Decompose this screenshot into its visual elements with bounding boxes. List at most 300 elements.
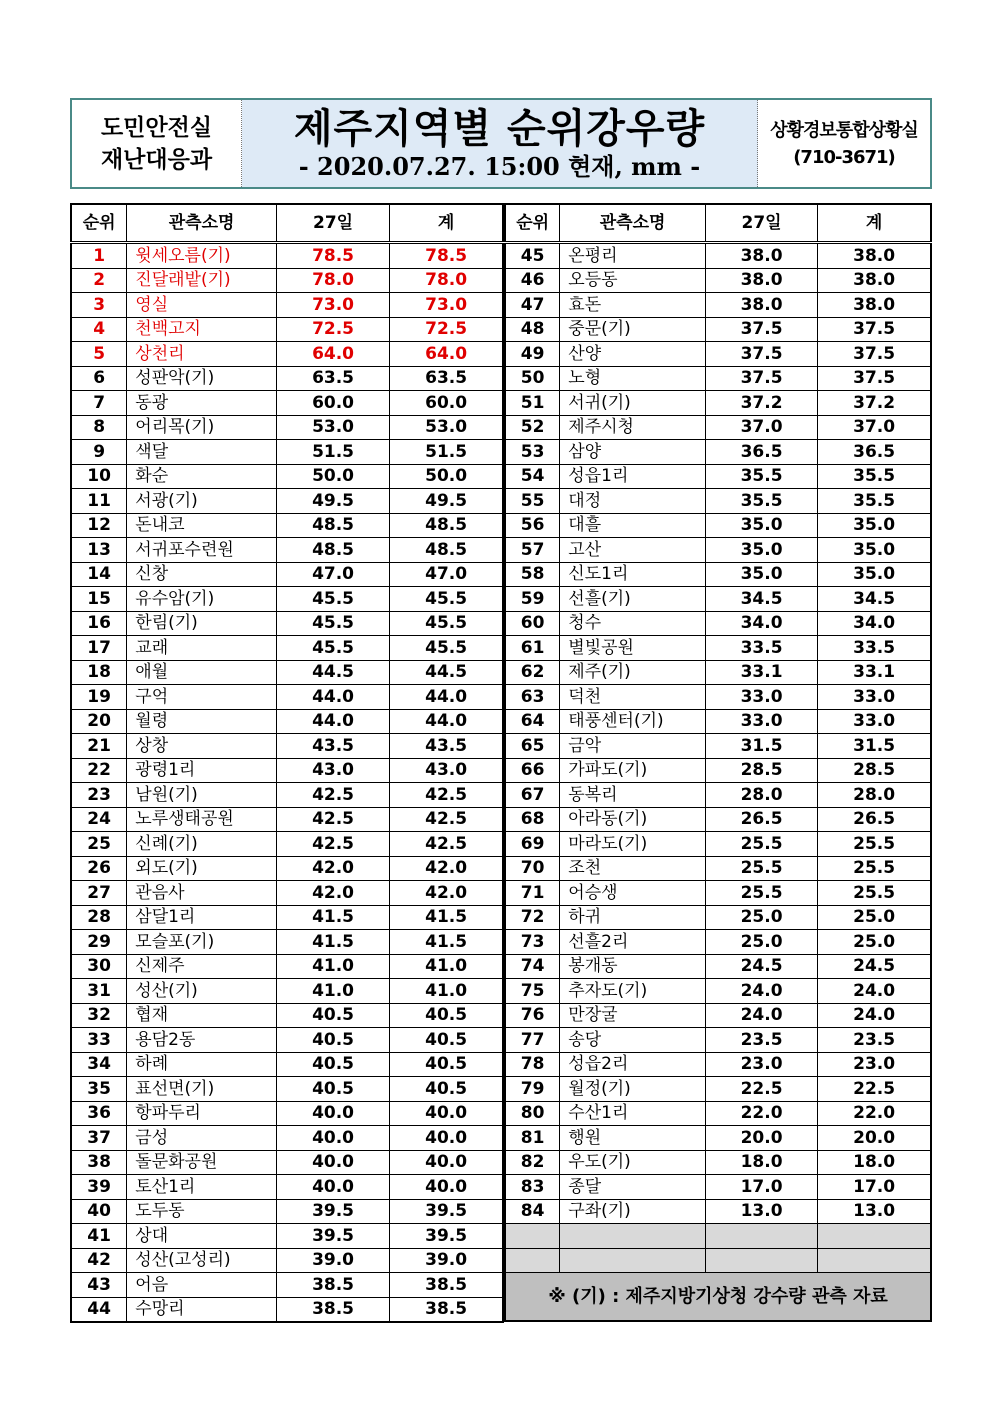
total-value-cell: 38.5 (390, 1273, 503, 1298)
day-value-cell: 17.0 (705, 1175, 817, 1200)
total-value-cell: 37.5 (818, 366, 931, 391)
total-value-cell: 48.5 (390, 538, 503, 563)
station-cell: 대흘 (560, 513, 706, 538)
total-value-cell: 39.0 (390, 1248, 503, 1273)
station-cell: 어리목(기) (127, 415, 277, 440)
table-row (505, 1052, 931, 1077)
table-row (505, 1150, 931, 1175)
day-value-cell: 40.0 (276, 1175, 389, 1200)
day-value-cell: 28.0 (705, 783, 817, 808)
rank-cell: 36 (71, 1101, 127, 1126)
rank-cell: 26 (71, 856, 127, 881)
day-value-cell: 42.5 (276, 807, 389, 832)
total-value-cell: 38.0 (818, 293, 931, 318)
station-cell: 효돈 (560, 293, 706, 318)
contact-box (758, 100, 930, 187)
rank-cell: 7 (71, 391, 127, 416)
table-row (71, 562, 503, 587)
report-timestamp: - 2020.07.27. 15:00 현재, mm - (298, 151, 701, 181)
rank-cell: 23 (71, 783, 127, 808)
day-value-cell: 40.0 (276, 1126, 389, 1151)
station-cell: 상창 (127, 734, 277, 759)
station-cell: 하례 (127, 1052, 277, 1077)
rank-cell: 62 (505, 660, 560, 685)
day-value-cell: 40.5 (276, 1028, 389, 1053)
day-value-cell: 63.5 (276, 366, 389, 391)
total-value-cell: 42.5 (390, 783, 503, 808)
station-cell: 노형 (560, 366, 706, 391)
total-value-cell: 35.5 (818, 489, 931, 514)
table-body-left (71, 243, 503, 1323)
table-row (505, 562, 931, 587)
total-value-cell: 40.5 (390, 1003, 503, 1028)
rank-cell: 25 (71, 832, 127, 857)
total-value-cell: 45.5 (390, 587, 503, 612)
day-value-cell: 38.0 (705, 268, 817, 293)
table-row (71, 1150, 503, 1175)
total-value-cell: 47.0 (390, 562, 503, 587)
rank-cell: 16 (71, 611, 127, 636)
table-row (71, 317, 503, 342)
total-header: 계 (390, 204, 503, 243)
total-value-cell: 42.0 (390, 881, 503, 906)
day-value-cell: 41.0 (276, 954, 389, 979)
table-row (71, 1003, 503, 1028)
table-row (71, 1028, 503, 1053)
blank-row (505, 1224, 931, 1249)
table-row (505, 856, 931, 881)
station-cell: 아라동(기) (560, 807, 706, 832)
table-row (505, 881, 931, 906)
station-cell: 태풍센터(기) (560, 709, 706, 734)
table-row (505, 489, 931, 514)
rainfall-table-left (70, 203, 504, 1323)
table-row (505, 807, 931, 832)
total-value-cell: 39.5 (390, 1224, 503, 1249)
station-cell: 한림(기) (127, 611, 277, 636)
station-cell: 천백고지 (127, 317, 277, 342)
station-header: 관측소명 (127, 204, 277, 243)
station-cell: 송당 (560, 1028, 706, 1053)
rank-cell: 81 (505, 1126, 560, 1151)
table-body-right (505, 243, 931, 1224)
total-value-cell: 44.0 (390, 709, 503, 734)
rank-cell: 41 (71, 1224, 127, 1249)
rank-cell: 14 (71, 562, 127, 587)
station-cell: 종달 (560, 1175, 706, 1200)
day-value-cell: 35.0 (705, 538, 817, 563)
day-value-cell: 45.5 (276, 587, 389, 612)
rank-cell: 64 (505, 709, 560, 734)
total-value-cell: 78.0 (390, 268, 503, 293)
total-value-cell: 43.5 (390, 734, 503, 759)
total-value-cell: 60.0 (390, 391, 503, 416)
station-cell: 신도1리 (560, 562, 706, 587)
table-row (71, 415, 503, 440)
day-value-cell: 33.0 (705, 685, 817, 710)
table-row (505, 783, 931, 808)
total-value-cell: 73.0 (390, 293, 503, 318)
day-value-cell: 33.0 (705, 709, 817, 734)
total-value-cell: 42.5 (390, 807, 503, 832)
rank-cell: 6 (71, 366, 127, 391)
day-value-cell: 48.5 (276, 513, 389, 538)
total-value-cell: 40.0 (390, 1175, 503, 1200)
total-value-cell: 36.5 (818, 440, 931, 465)
station-cell: 항파두리 (127, 1101, 277, 1126)
rank-cell: 57 (505, 538, 560, 563)
total-value-cell: 45.5 (390, 636, 503, 661)
day-header: 27일 (276, 204, 389, 243)
total-value-cell: 45.5 (390, 611, 503, 636)
rank-cell: 43 (71, 1273, 127, 1298)
rank-cell: 59 (505, 587, 560, 612)
table-row (71, 783, 503, 808)
station-cell: 영실 (127, 293, 277, 318)
rank-cell: 21 (71, 734, 127, 759)
total-value-cell: 38.0 (818, 268, 931, 293)
day-value-cell: 78.5 (276, 243, 389, 269)
station-cell: 성산(고성리) (127, 1248, 277, 1273)
station-cell: 상대 (127, 1224, 277, 1249)
footnote-row (505, 1273, 931, 1322)
table-row (71, 391, 503, 416)
day-value-cell: 42.5 (276, 783, 389, 808)
table-row (71, 1224, 503, 1249)
rank-cell: 34 (71, 1052, 127, 1077)
total-value-cell: 43.0 (390, 758, 503, 783)
day-value-cell: 41.0 (276, 979, 389, 1004)
table-row (505, 317, 931, 342)
station-cell: 온평리 (560, 243, 706, 269)
table-row (71, 807, 503, 832)
rank-cell: 68 (505, 807, 560, 832)
table-row (71, 587, 503, 612)
table-row (505, 709, 931, 734)
report-header (70, 98, 932, 189)
station-cell: 교래 (127, 636, 277, 661)
station-cell: 성읍2리 (560, 1052, 706, 1077)
rank-cell: 67 (505, 783, 560, 808)
total-value-cell: 40.0 (390, 1126, 503, 1151)
total-value-cell: 33.1 (818, 660, 931, 685)
rank-cell: 30 (71, 954, 127, 979)
day-value-cell: 25.0 (705, 930, 817, 955)
page-title: 제주지역별 순위강우량 (293, 105, 706, 152)
day-value-cell: 53.0 (276, 415, 389, 440)
total-value-cell: 13.0 (818, 1199, 931, 1224)
day-value-cell: 38.5 (276, 1273, 389, 1298)
total-value-cell: 22.5 (818, 1077, 931, 1102)
total-value-cell: 40.5 (390, 1028, 503, 1053)
rank-header: 순위 (505, 204, 560, 243)
rank-cell: 32 (71, 1003, 127, 1028)
station-cell: 우도(기) (560, 1150, 706, 1175)
title-box (242, 100, 758, 187)
total-value-cell: 24.0 (818, 1003, 931, 1028)
station-cell: 가파도(기) (560, 758, 706, 783)
total-value-cell: 24.0 (818, 979, 931, 1004)
station-cell: 고산 (560, 538, 706, 563)
table-row (505, 979, 931, 1004)
total-value-cell: 41.0 (390, 954, 503, 979)
total-header: 계 (818, 204, 931, 243)
table-row (71, 440, 503, 465)
total-value-cell: 72.5 (390, 317, 503, 342)
day-value-cell: 43.5 (276, 734, 389, 759)
total-value-cell: 41.5 (390, 930, 503, 955)
total-value-cell: 38.5 (390, 1297, 503, 1322)
station-cell: 진달래밭(기) (127, 268, 277, 293)
station-cell: 표선면(기) (127, 1077, 277, 1102)
day-value-cell: 26.5 (705, 807, 817, 832)
rank-cell: 27 (71, 881, 127, 906)
table-row (505, 832, 931, 857)
rank-cell: 18 (71, 660, 127, 685)
rank-header: 순위 (71, 204, 127, 243)
station-cell: 덕천 (560, 685, 706, 710)
rank-cell: 48 (505, 317, 560, 342)
station-cell: 금악 (560, 734, 706, 759)
rank-cell: 33 (71, 1028, 127, 1053)
total-value-cell: 25.5 (818, 856, 931, 881)
table-row (71, 1101, 503, 1126)
table-row (71, 832, 503, 857)
table-row (505, 243, 931, 269)
table-row (71, 954, 503, 979)
station-cell: 서광(기) (127, 489, 277, 514)
total-value-cell: 37.5 (818, 342, 931, 367)
rank-cell: 55 (505, 489, 560, 514)
table-row (71, 342, 503, 367)
total-value-cell: 34.0 (818, 611, 931, 636)
rank-cell: 38 (71, 1150, 127, 1175)
day-value-cell: 45.5 (276, 611, 389, 636)
station-cell: 구억 (127, 685, 277, 710)
total-value-cell: 17.0 (818, 1175, 931, 1200)
table-row (71, 881, 503, 906)
rank-cell: 78 (505, 1052, 560, 1077)
day-value-cell: 49.5 (276, 489, 389, 514)
table-row (71, 709, 503, 734)
day-value-cell: 20.0 (705, 1126, 817, 1151)
rank-cell: 69 (505, 832, 560, 857)
station-cell: 색달 (127, 440, 277, 465)
station-cell: 신제주 (127, 954, 277, 979)
total-value-cell: 33.0 (818, 685, 931, 710)
rank-cell: 65 (505, 734, 560, 759)
day-value-cell: 13.0 (705, 1199, 817, 1224)
station-cell: 중문(기) (560, 317, 706, 342)
table-row (71, 513, 503, 538)
table-row (71, 464, 503, 489)
station-cell: 금성 (127, 1126, 277, 1151)
station-cell: 행원 (560, 1126, 706, 1151)
total-value-cell: 23.5 (818, 1028, 931, 1053)
table-row (505, 636, 931, 661)
station-cell: 성읍1리 (560, 464, 706, 489)
total-value-cell: 41.0 (390, 979, 503, 1004)
rank-cell: 11 (71, 489, 127, 514)
rank-cell: 50 (505, 366, 560, 391)
table-row (505, 391, 931, 416)
day-value-cell: 39.5 (276, 1199, 389, 1224)
station-cell: 어승생 (560, 881, 706, 906)
day-value-cell: 25.5 (705, 856, 817, 881)
day-value-cell: 34.0 (705, 611, 817, 636)
rank-cell: 17 (71, 636, 127, 661)
table-row (71, 611, 503, 636)
day-value-cell: 78.0 (276, 268, 389, 293)
day-value-cell: 39.0 (276, 1248, 389, 1273)
rank-cell: 31 (71, 979, 127, 1004)
table-row (505, 660, 931, 685)
station-cell: 토산1리 (127, 1175, 277, 1200)
table-row (71, 243, 503, 269)
table-row (71, 758, 503, 783)
rank-cell: 51 (505, 391, 560, 416)
rank-cell: 45 (505, 243, 560, 269)
total-value-cell: 63.5 (390, 366, 503, 391)
rank-cell: 84 (505, 1199, 560, 1224)
table-row (71, 1248, 503, 1273)
rank-cell: 54 (505, 464, 560, 489)
day-value-cell: 28.5 (705, 758, 817, 783)
table-row (505, 1003, 931, 1028)
total-value-cell: 25.5 (818, 881, 931, 906)
total-value-cell: 40.0 (390, 1101, 503, 1126)
day-value-cell: 37.5 (705, 366, 817, 391)
table-row (71, 1052, 503, 1077)
table-row (505, 1101, 931, 1126)
blank-row (505, 1248, 931, 1273)
total-value-cell: 42.5 (390, 832, 503, 857)
day-value-cell: 51.5 (276, 440, 389, 465)
day-value-cell: 37.2 (705, 391, 817, 416)
table-row (505, 954, 931, 979)
total-value-cell: 38.0 (818, 243, 931, 269)
department-box (72, 100, 242, 187)
total-value-cell: 44.0 (390, 685, 503, 710)
table-row (71, 636, 503, 661)
total-value-cell: 42.0 (390, 856, 503, 881)
total-value-cell: 28.5 (818, 758, 931, 783)
station-cell: 도두동 (127, 1199, 277, 1224)
station-cell: 성판악(기) (127, 366, 277, 391)
rank-cell: 66 (505, 758, 560, 783)
rank-cell: 71 (505, 881, 560, 906)
table-row (71, 489, 503, 514)
rank-cell: 15 (71, 587, 127, 612)
total-value-cell: 35.5 (818, 464, 931, 489)
day-value-cell: 24.5 (705, 954, 817, 979)
table-row (71, 1175, 503, 1200)
day-value-cell: 23.0 (705, 1052, 817, 1077)
total-value-cell: 35.0 (818, 538, 931, 563)
station-cell: 산양 (560, 342, 706, 367)
day-value-cell: 38.5 (276, 1297, 389, 1322)
day-value-cell: 42.5 (276, 832, 389, 857)
total-value-cell: 26.5 (818, 807, 931, 832)
table-row (505, 464, 931, 489)
rank-cell: 20 (71, 709, 127, 734)
total-value-cell: 33.5 (818, 636, 931, 661)
total-value-cell: 20.0 (818, 1126, 931, 1151)
day-value-cell: 18.0 (705, 1150, 817, 1175)
station-cell: 윗세오름(기) (127, 243, 277, 269)
table-row (71, 905, 503, 930)
table-row (71, 1297, 503, 1322)
rank-cell: 35 (71, 1077, 127, 1102)
rank-cell: 1 (71, 243, 127, 269)
rank-cell: 52 (505, 415, 560, 440)
rank-cell: 77 (505, 1028, 560, 1053)
rank-cell: 72 (505, 905, 560, 930)
day-value-cell: 40.0 (276, 1150, 389, 1175)
rank-cell: 10 (71, 464, 127, 489)
table-row (71, 1273, 503, 1298)
rank-cell: 49 (505, 342, 560, 367)
total-value-cell: 25.0 (818, 905, 931, 930)
station-cell: 구좌(기) (560, 1199, 706, 1224)
rank-cell: 46 (505, 268, 560, 293)
rank-cell: 76 (505, 1003, 560, 1028)
footnote: ※ (기) : 제주지방기상청 강수량 관측 자료 (505, 1273, 931, 1322)
total-value-cell: 22.0 (818, 1101, 931, 1126)
day-value-cell: 72.5 (276, 317, 389, 342)
station-cell: 노루생태공원 (127, 807, 277, 832)
total-value-cell: 37.0 (818, 415, 931, 440)
table-row (71, 856, 503, 881)
rank-cell: 75 (505, 979, 560, 1004)
station-cell: 수망리 (127, 1297, 277, 1322)
day-value-cell: 44.5 (276, 660, 389, 685)
rank-cell: 8 (71, 415, 127, 440)
rank-cell: 37 (71, 1126, 127, 1151)
day-value-cell: 31.5 (705, 734, 817, 759)
table-row (71, 1126, 503, 1151)
station-cell: 삼달1리 (127, 905, 277, 930)
rank-cell: 58 (505, 562, 560, 587)
table-row (505, 905, 931, 930)
total-value-cell: 78.5 (390, 243, 503, 269)
station-cell: 수산1리 (560, 1101, 706, 1126)
station-cell: 용담2동 (127, 1028, 277, 1053)
rank-cell: 61 (505, 636, 560, 661)
day-value-cell: 35.5 (705, 464, 817, 489)
station-cell: 남원(기) (127, 783, 277, 808)
day-value-cell: 40.5 (276, 1003, 389, 1028)
table-row (505, 293, 931, 318)
station-cell: 제주(기) (560, 660, 706, 685)
table-header-row (71, 204, 503, 243)
station-cell: 만장굴 (560, 1003, 706, 1028)
total-value-cell: 48.5 (390, 513, 503, 538)
rank-cell: 19 (71, 685, 127, 710)
total-value-cell: 53.0 (390, 415, 503, 440)
day-value-cell: 23.5 (705, 1028, 817, 1053)
total-value-cell: 40.5 (390, 1077, 503, 1102)
total-value-cell: 35.0 (818, 562, 931, 587)
table-row (71, 268, 503, 293)
day-value-cell: 45.5 (276, 636, 389, 661)
day-value-cell: 34.5 (705, 587, 817, 612)
day-value-cell: 40.0 (276, 1101, 389, 1126)
day-value-cell: 48.5 (276, 538, 389, 563)
day-value-cell: 39.5 (276, 1224, 389, 1249)
day-value-cell: 25.0 (705, 905, 817, 930)
rank-cell: 56 (505, 513, 560, 538)
